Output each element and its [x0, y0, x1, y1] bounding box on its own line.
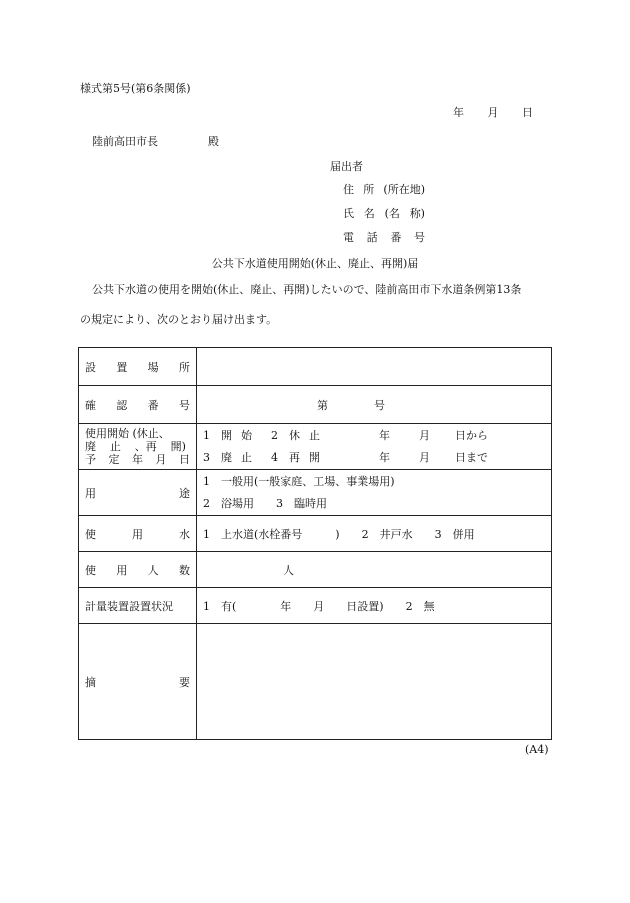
label-char: 所: [363, 183, 375, 196]
water-value[interactable]: 1 上水道(水栓番号 ) 2 井戸水 3 併用: [197, 516, 552, 552]
applicant-phone-label: [343, 229, 425, 245]
option-number: 3: [203, 450, 210, 464]
date-year-unit: 年: [379, 450, 390, 464]
label-char: 電: [343, 231, 354, 244]
label-char: (所在地): [383, 183, 425, 196]
label-char: 使: [85, 563, 96, 577]
option-char: 開: [221, 428, 232, 442]
option-number: 4: [271, 450, 278, 464]
option-number: 2: [271, 428, 278, 442]
label-char: 所: [178, 360, 190, 374]
notification-table: [78, 347, 552, 740]
option-char: 止: [241, 450, 252, 464]
start-date-label: [79, 424, 197, 470]
label-char: 数: [178, 563, 190, 577]
body-text-line1: 公共下水道の使用を開始(休止、廃止、再開)したいので、陸前高田市下水道条例第13条: [92, 283, 522, 296]
option-char: 止: [309, 428, 320, 442]
table-row-water: [79, 516, 552, 552]
label-char: 確: [85, 398, 96, 412]
label-char: 、再: [134, 440, 157, 453]
usage-option-line1: 1 一般用(一般家庭、工場、事業場用): [203, 474, 395, 488]
applicant-address-label: [343, 181, 425, 197]
addressee-name: 陸前高田市長: [92, 135, 158, 148]
date-month-unit: 月: [419, 428, 430, 442]
option-char: 廃: [221, 450, 232, 464]
table-row-usage: [79, 470, 552, 516]
addressee: [92, 133, 219, 149]
people-value[interactable]: [197, 552, 552, 588]
date-month: 月: [487, 106, 499, 119]
start-date-value[interactable]: [197, 424, 552, 470]
option-number: 1: [203, 428, 210, 442]
remarks-value[interactable]: [197, 624, 552, 740]
label-char: 場: [147, 360, 159, 374]
label-char: 要: [179, 675, 190, 689]
label-char: 置: [116, 360, 128, 374]
label-char: 号: [178, 398, 190, 412]
label-char: 止: [109, 440, 121, 453]
label-char: 氏: [343, 207, 354, 220]
date-year-unit: 年: [379, 428, 390, 442]
paper-size-note: (A4): [525, 743, 549, 756]
label-char: 住: [343, 183, 354, 196]
label-char: 名: [363, 207, 375, 220]
confirm-go: 号: [374, 398, 385, 412]
applicant-heading: 届出者: [330, 160, 363, 173]
label-char: 途: [179, 486, 190, 500]
remarks-label: [79, 624, 197, 740]
label-char: 用: [132, 527, 143, 541]
table-row-meter: [79, 588, 552, 624]
label-char: (名: [384, 207, 400, 220]
date-row-1: [203, 425, 545, 447]
date-year: 年: [453, 106, 464, 119]
location-label: [79, 348, 197, 386]
option-char: 始: [241, 428, 252, 442]
date-line: [453, 104, 533, 120]
option-char: 開: [309, 450, 320, 464]
usage-option-line2: 2 浴場用 3 臨時用: [203, 496, 327, 510]
start-date-label-line2: [85, 440, 190, 453]
start-date-label-line3: [85, 453, 190, 466]
table-row-remarks: [79, 624, 552, 740]
people-label: [79, 552, 197, 588]
water-label: [79, 516, 197, 552]
label-char: 予: [85, 453, 96, 466]
confirm-dai: 第: [317, 398, 328, 412]
label-char: 月: [155, 453, 167, 466]
label-char: 用: [85, 486, 96, 500]
label-char: 番: [147, 398, 159, 412]
option-char: 再: [289, 450, 300, 464]
usage-value[interactable]: [197, 470, 552, 516]
label-char: 日: [179, 453, 190, 466]
label-char: 摘: [85, 675, 96, 689]
label-char: 設: [85, 360, 96, 374]
table-row-start-date: [79, 424, 552, 470]
label-char: 番: [390, 231, 402, 244]
label-char: 年: [132, 453, 143, 466]
label-char: 水: [179, 527, 190, 541]
date-row-2: [203, 447, 545, 469]
label-char: 認: [116, 398, 128, 412]
meter-value[interactable]: 1 有( 年 月 日設置) 2 無: [197, 588, 552, 624]
date-day: 日: [522, 106, 533, 119]
usage-label: [79, 470, 197, 516]
start-date-label-line1: 使用開始 (休止、: [85, 427, 170, 440]
location-value[interactable]: [197, 348, 552, 386]
people-unit: 人: [283, 563, 294, 577]
label-char: 廃: [85, 440, 96, 453]
confirm-number-label: [79, 386, 197, 424]
label-char: 使: [85, 527, 96, 541]
date-month-unit: 月: [419, 450, 430, 464]
label-char: 定: [108, 453, 120, 466]
table-row-location: [79, 348, 552, 386]
date-day-until: 日まで: [455, 450, 488, 464]
addressee-honorific: 殿: [208, 135, 219, 148]
applicant-name-label: [343, 205, 425, 221]
table-row-confirm-number: [79, 386, 552, 424]
form-title: 公共下水道使用開始(休止、廃止、再開)届: [211, 257, 419, 270]
label-char: 開): [170, 440, 186, 453]
label-char: 人: [147, 563, 159, 577]
confirm-number-value[interactable]: [197, 386, 552, 424]
label-char: 話: [366, 231, 378, 244]
table-row-people: [79, 552, 552, 588]
meter-label: 計量装置設置状況: [79, 588, 197, 624]
label-char: 称): [409, 207, 425, 220]
option-char: 休: [289, 428, 300, 442]
label-char: 用: [116, 563, 128, 577]
body-text-line2: の規定により、次のとおり届け出ます。: [80, 313, 278, 326]
label-char: 号: [413, 231, 425, 244]
date-day-from: 日から: [455, 428, 488, 442]
form-id: 様式第5号(第6条関係): [80, 82, 191, 95]
